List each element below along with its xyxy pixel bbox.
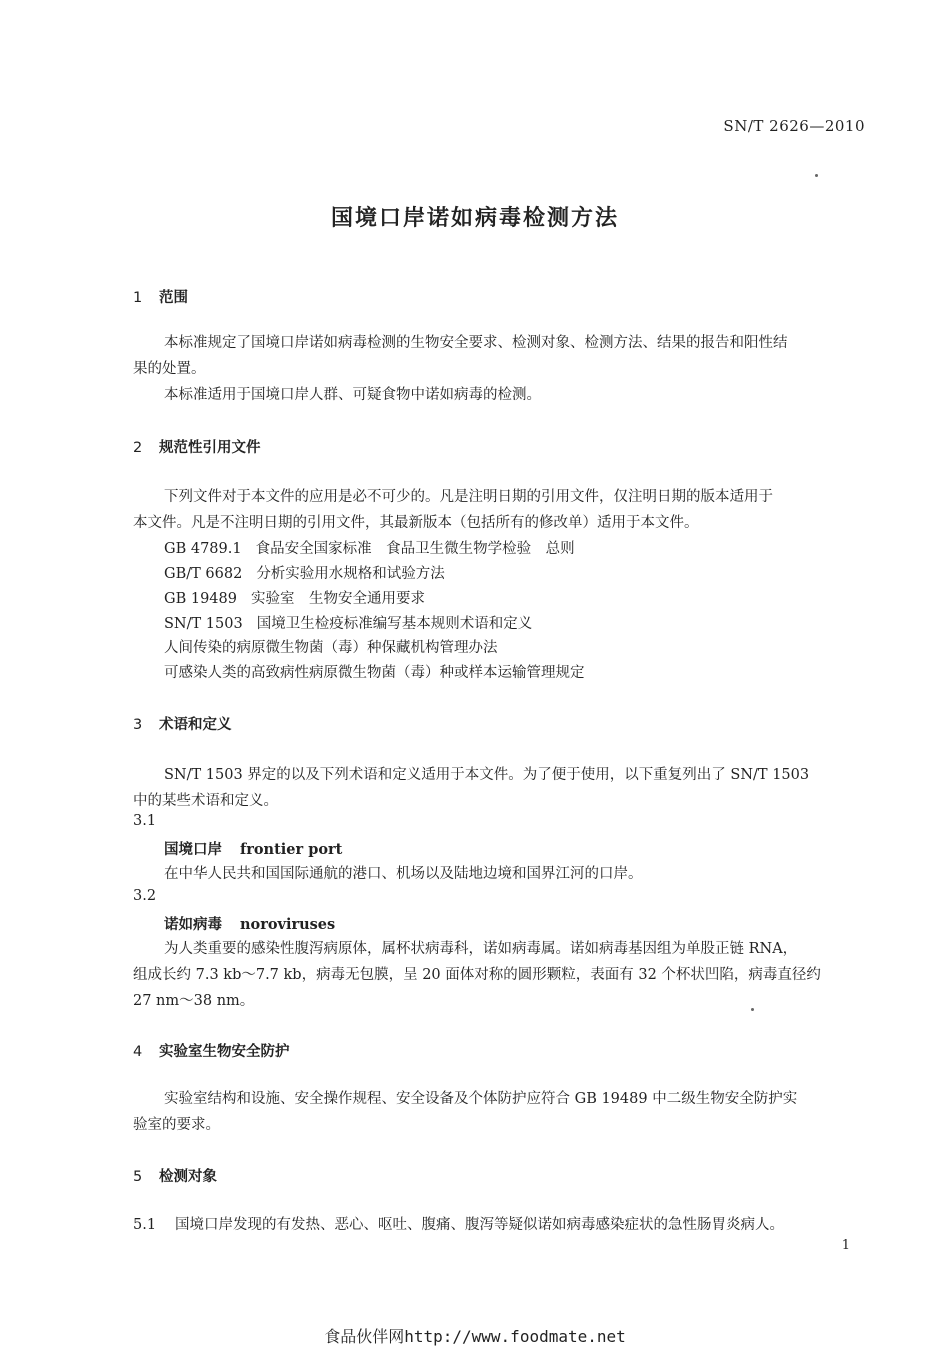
subclause-text: 国境口岸发现的有发热、恶心、呕吐、腹痛、腹泻等疑似诺如病毒感染症状的急性肠胃炎病人。 [175,1217,784,1233]
reference-code: GB 4789.1 [164,541,242,557]
term-cn: 诺如病毒 [164,917,222,933]
paragraph-line: 本标准规定了国境口岸诺如病毒检测的生物安全要求、检测对象、检测方法、结果的报告和阳性结 [164,335,788,351]
subclause-number: 5.1 [133,1217,157,1233]
section-title: 范围 [159,290,188,306]
reference-code: GB 19489 [164,591,237,607]
section-1-heading [133,286,188,307]
page-number: 1 [841,1238,850,1253]
section-title: 术语和定义 [159,717,232,733]
section-5-heading [133,1165,217,1186]
reference-code: GB/T 6682 [164,566,243,582]
term-heading [164,838,342,859]
section-number: 1 [133,290,143,306]
reference-name: 国境卫生检疫标准编写基本规则术语和定义 [256,616,533,632]
term-definition: 在中华人民共和国国际通航的港口、机场以及陆地边境和国界江河的口岸。 [164,866,643,882]
term-definition: 为人类重要的感染性腹泻病原体，属杯状病毒科，诺如病毒属。诺如病毒基因组为单股正链 RNA， [164,941,798,957]
reference-item [164,562,445,583]
footer-watermark [0,1324,950,1347]
reference-item [164,537,575,558]
scan-speck [815,174,818,177]
section-title: 检测对象 [159,1169,217,1185]
term-en: noroviruses [240,916,336,933]
scan-speck [751,1008,754,1011]
footer-url[interactable]: http://www.foodmate.net [404,1327,626,1346]
term-definition: 组成长约 7.3 kb～7.7 kb，病毒无包膜，呈 20 面体对称的圆形颗粒，表面有 32 个杯状凹陷，病毒直径约 [133,967,821,983]
reference-code: SN/T 1503 [164,616,243,632]
document-title: 国境口岸诺如病毒检测方法 [330,206,619,231]
section-number: 3 [133,717,143,733]
section-number: 4 [133,1044,143,1060]
term-cn: 国境口岸 [164,842,222,858]
footer-site-name: 食品伙伴网 [324,1327,405,1346]
reference-name: 分析实验用水规格和试验方法 [256,566,445,582]
reference-item: 可感染人类的高致病性病原微生物菌（毒）种或样本运输管理规定 [164,665,585,681]
term-definition: 27 nm～38 nm。 [133,993,255,1009]
paragraph-line: 本文件。凡是不注明日期的引用文件，其最新版本（包括所有的修改单）适用于本文件。 [133,515,699,531]
standard-code: SN/T 2626—2010 [723,117,865,135]
reference-item: 人间传染的病原微生物菌（毒）种保藏机构管理办法 [164,640,498,656]
reference-name: 实验室 生物安全通用要求 [250,591,425,607]
reference-item [164,612,532,633]
paragraph-line: 验室的要求。 [133,1117,220,1133]
paragraph-line: 实验室结构和设施、安全操作规程、安全设备及个体防护应符合 GB 19489 中二级生物安全防护实 [164,1091,798,1107]
section-4-heading [133,1040,290,1061]
reference-name: 食品安全国家标准 食品卫生微生物学检验 总则 [255,541,575,557]
section-title: 实验室生物安全防护 [159,1044,290,1060]
term-heading [164,913,335,934]
term-en: frontier port [240,841,343,858]
paragraph-line: 下列文件对于本文件的应用是必不可少的。凡是注明日期的引用文件，仅注明日期的版本适用于 [164,489,773,505]
paragraph-line: 中的某些术语和定义。 [133,793,278,809]
reference-item [164,587,425,608]
term-number: 3.2 [133,888,157,904]
section-number: 2 [133,440,143,456]
term-number: 3.1 [133,813,157,829]
section-number: 5 [133,1169,143,1185]
paragraph-line: 本标准适用于国境口岸人群、可疑食物中诺如病毒的检测。 [164,387,541,403]
subclause [133,1213,784,1234]
section-title: 规范性引用文件 [159,440,261,456]
section-2-heading [133,436,261,457]
paragraph-line: 果的处置。 [133,361,206,377]
paragraph-line: SN/T 1503 界定的以及下列术语和定义适用于本文件。为了便于使用，以下重复列出了 SN/T 1503 [164,767,810,783]
section-3-heading [133,713,232,734]
